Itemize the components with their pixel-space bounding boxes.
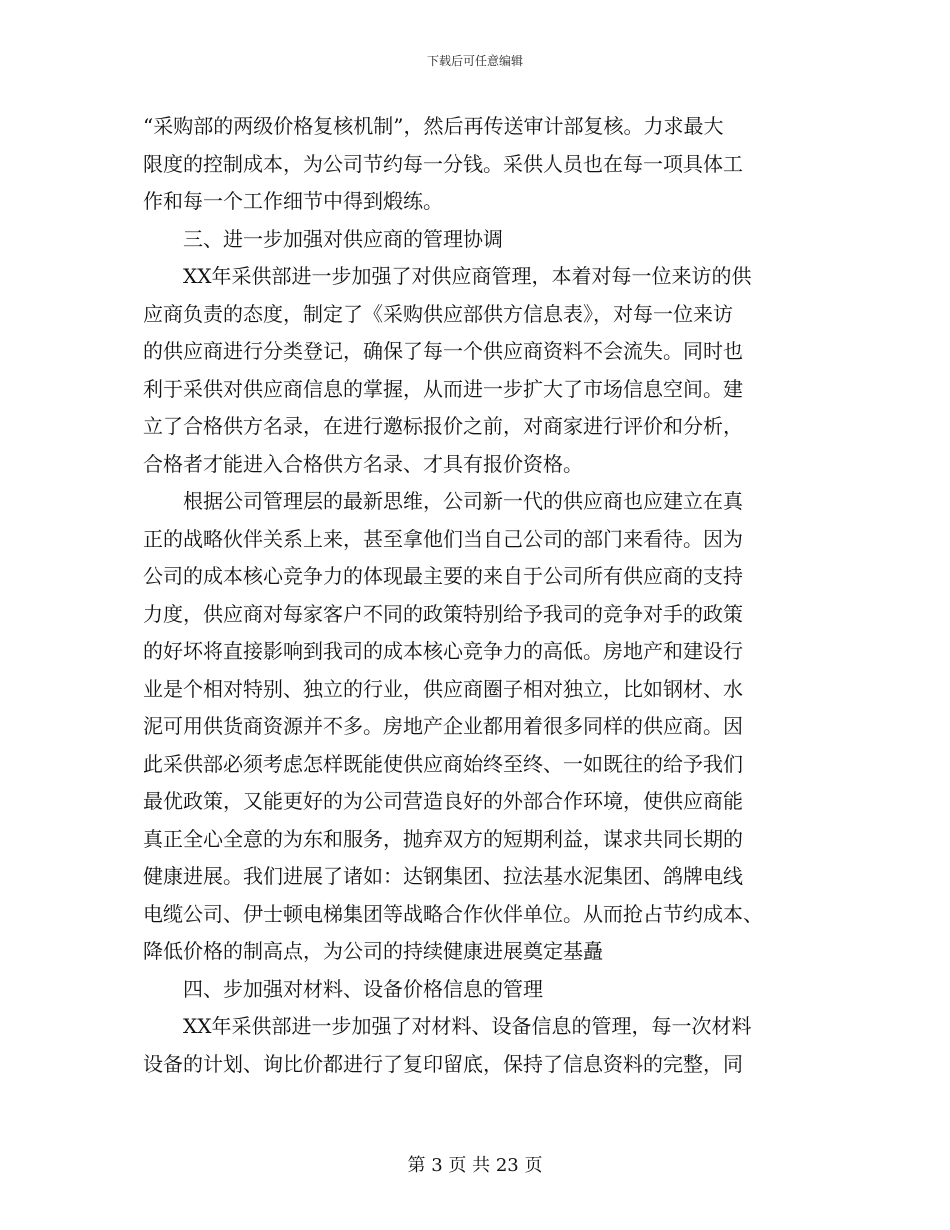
text-line: XX年采供部进一步加强了对供应商管理，本着对每一位来访的供: [183, 264, 752, 288]
text-line: 的好坏将直接影响到我司的成本核心竞争力的高低。房地产和建设行: [143, 639, 743, 663]
text-line: 泥可用供货商资源并不多。房地产企业都用着很多同样的供应商。因: [143, 714, 743, 738]
page-number: 第 3 页 共 23 页: [407, 1155, 543, 1176]
text-line: 利于采供对供应商信息的掌握，从而进一步扩大了市场信息空间。建: [143, 376, 743, 401]
text-line: 降低价格的制高点，为公司的持续健康进展奠定基矗: [143, 939, 603, 963]
text-line: 正的战略伙伴关系上来，甚至拿他们当自己公司的部门来看待。因为: [143, 526, 743, 551]
text-line: 作和每一个工作细节中得到煅练。: [143, 189, 443, 213]
text-line: 限度的控制成本，为公司节约每一分钱。采供人员也在每一项具体工: [143, 151, 743, 176]
section-heading: 三、进一步加强对供应商的管理协调: [183, 226, 503, 251]
text-line: 合格者才能进入合格供方名录、才具有报价资格。: [143, 451, 583, 476]
text-line: 设备的计划、询比价都进行了复印留底，保持了信息资料的完整，同: [143, 1051, 743, 1076]
section-heading: 四、步加强对材料、设备价格信息的管理: [183, 976, 543, 1001]
text-line: 公司的成本核心竞争力的体现最主要的来自于公司所有供应商的支持: [143, 564, 743, 588]
text-line: 此采供部必须考虑怎样既能使供应商始终至终、一如既往的给予我们: [143, 751, 743, 776]
text-line: 根据公司管理层的最新思维，公司新一代的供应商也应建立在真: [183, 489, 743, 513]
text-line: 业是个相对特别、独立的行业，供应商圈子相对独立，比如钢材、水: [143, 676, 743, 701]
text-line: 真正全心全意的为东和服务，抛弃双方的短期利益，谋求共同长期的: [143, 826, 743, 851]
text-line: 力度，供应商对每家客户不同的政策特别给予我司的竞争对手的政策: [143, 601, 743, 626]
text-line: 应商负责的态度，制定了《采购供应部供方信息表》，对每一位来访: [143, 301, 733, 326]
text-line: 立了合格供方名录，在进行邀标报价之前，对商家进行评价和分析，: [143, 414, 743, 438]
text-line: 最优政策，又能更好的为公司营造良好的外部合作环境，使供应商能: [143, 789, 743, 813]
text-line: 电缆公司、伊士顿电梯集团等战略合作伙伴单位。从而抢占节约成本、: [143, 901, 763, 926]
text-line: 健康进展。我们进展了诸如：达钢集团、拉法基水泥集团、鸽牌电线: [143, 864, 743, 888]
page-header: 下载后可任意编辑: [426, 54, 523, 68]
document-body: [143, 108, 813, 1083]
text-line: 的供应商进行分类登记，确保了每一个供应商资料不会流失。同时也: [143, 339, 743, 363]
text-line: XX年采供部进一步加强了对材料、设备信息的管理，每一次材料: [183, 1014, 752, 1038]
text-line: “采购部的两级价格复核机制”，然后再传送审计部复核。力求最大: [143, 114, 724, 138]
